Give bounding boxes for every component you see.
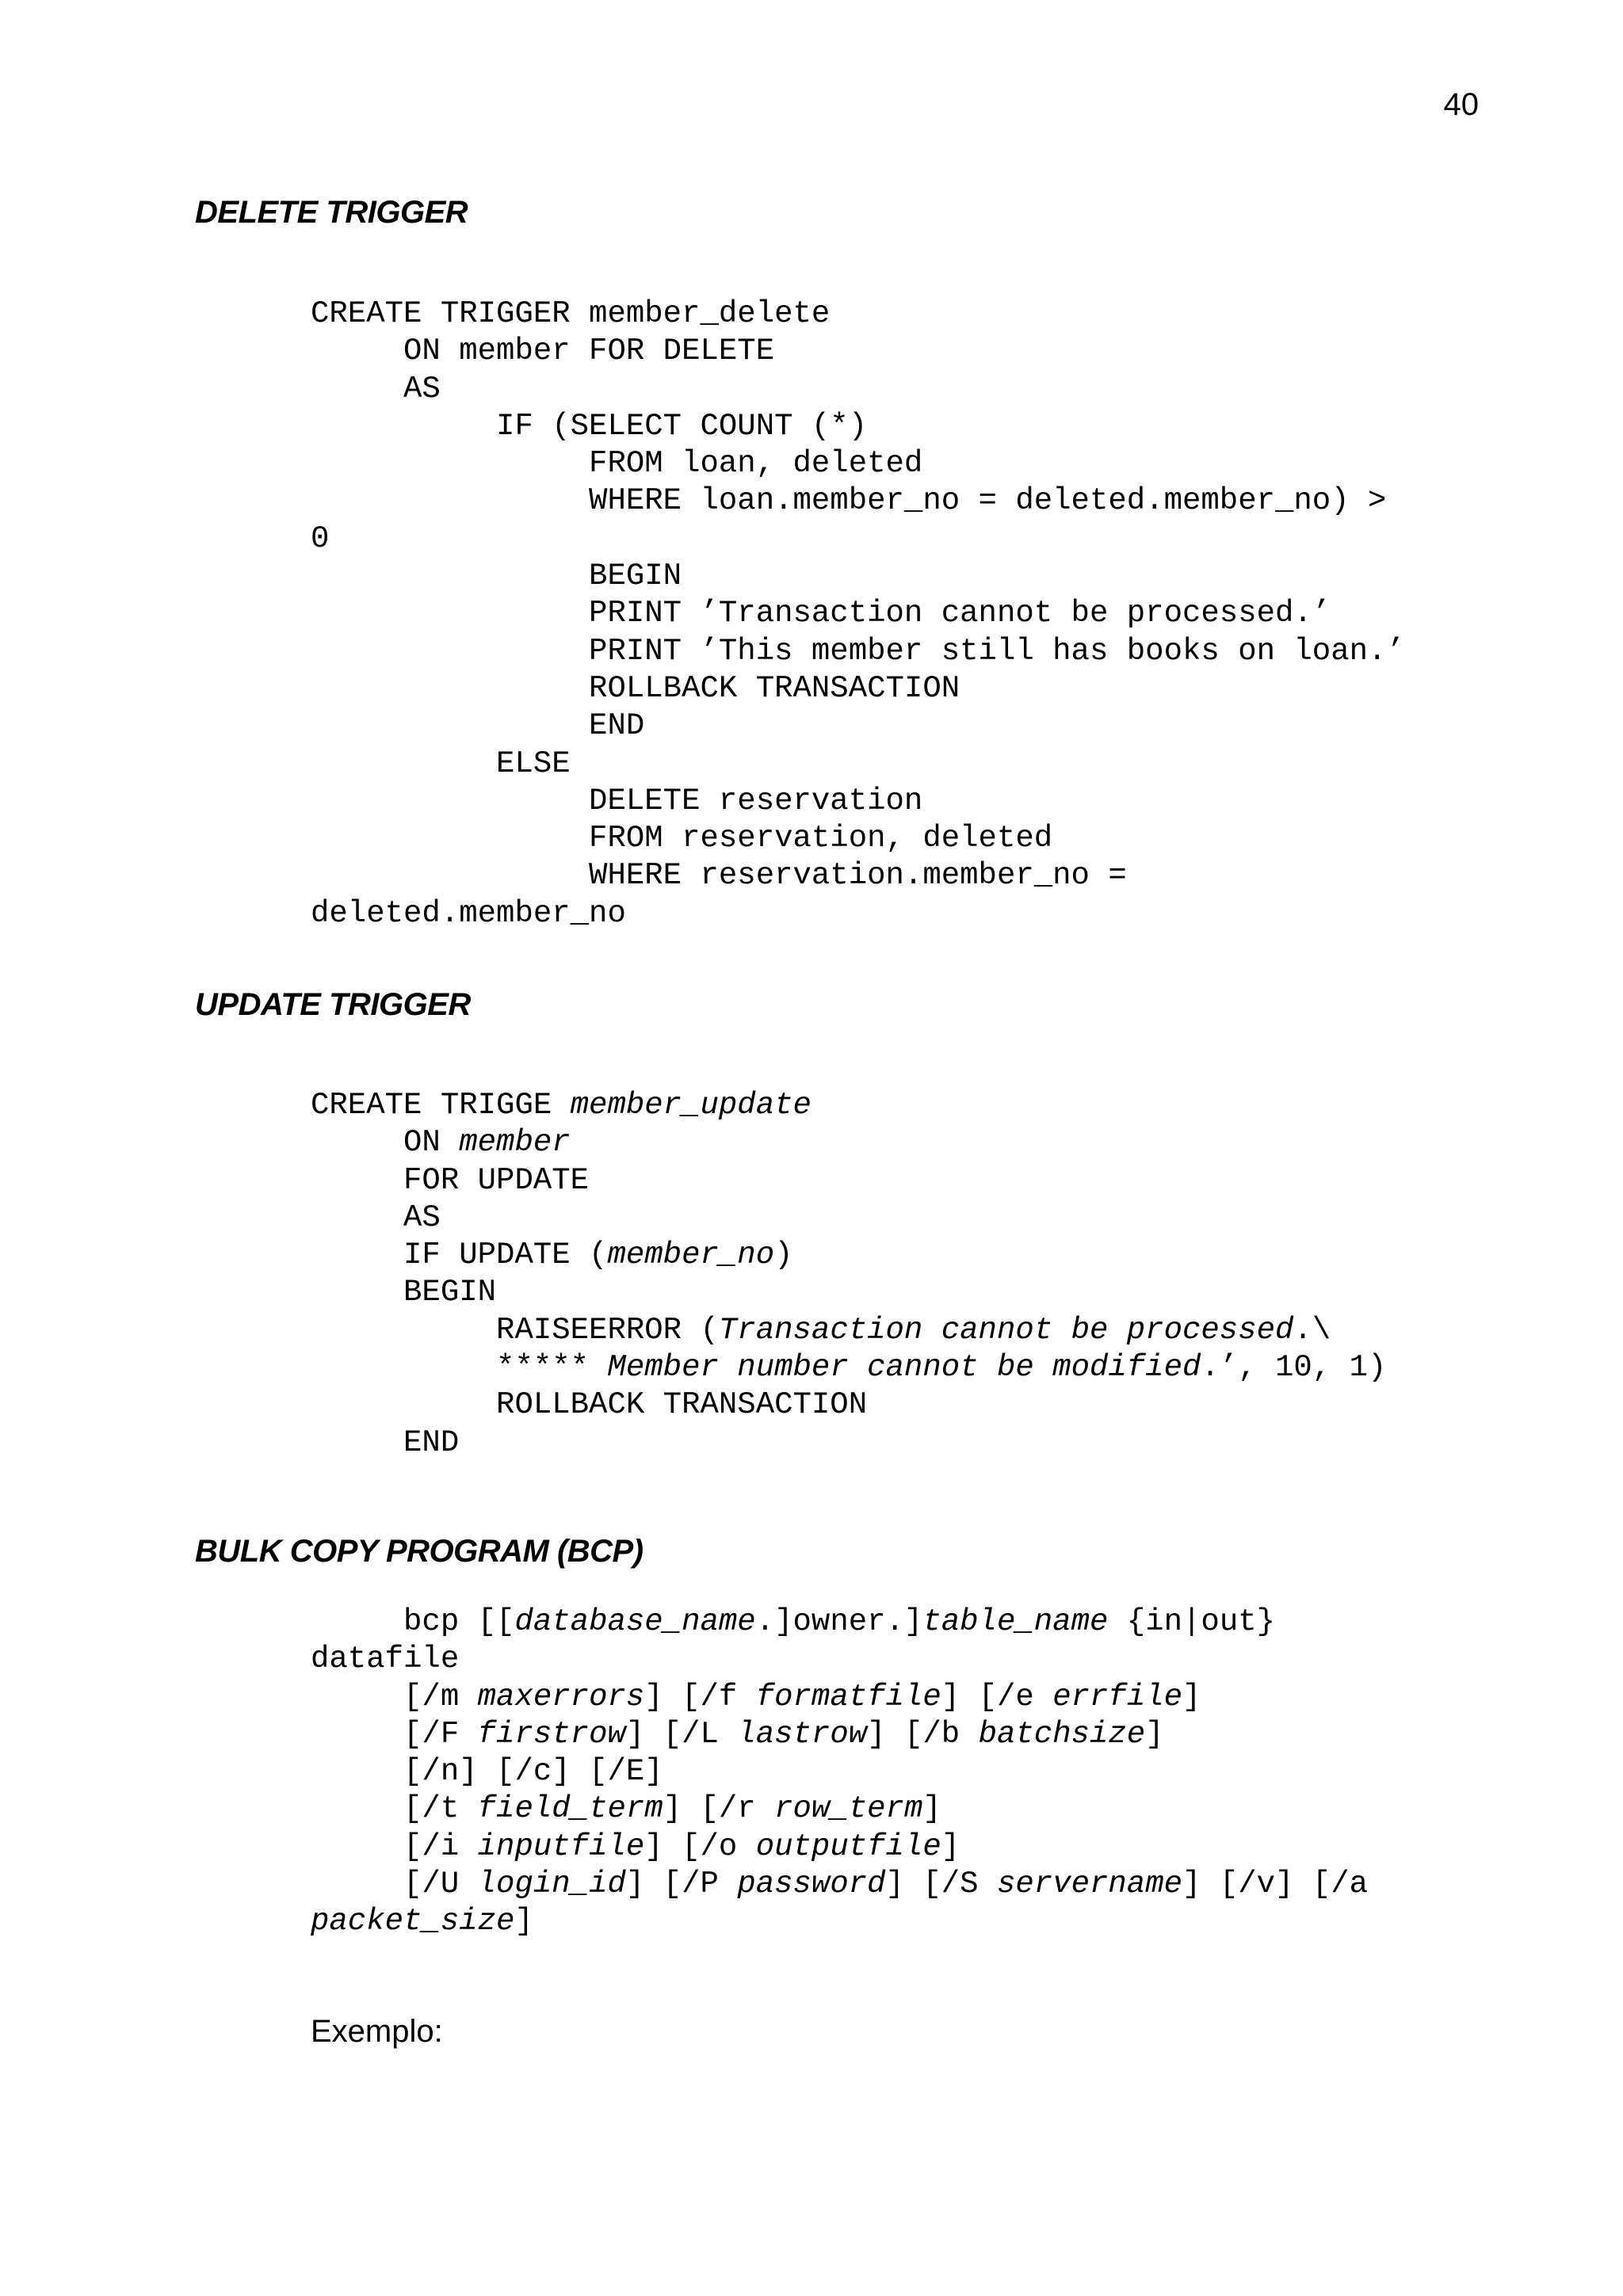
code-placeholder: firstrow: [477, 1716, 626, 1752]
code-text: ] [/v] [/a: [1182, 1867, 1369, 1902]
code-placeholder: database_name: [514, 1604, 756, 1639]
code-text: ] [/S: [885, 1867, 997, 1902]
code-text: AS: [311, 371, 441, 406]
code-line: [311, 1753, 1368, 1791]
code-placeholder: field_term: [477, 1791, 663, 1827]
code-text: DELETE reservation: [311, 783, 923, 818]
code-line: [311, 482, 1405, 520]
code-placeholder: errfile: [1052, 1679, 1183, 1714]
code-placeholder: row_term: [774, 1791, 923, 1827]
code-text: WHERE loan.member_no = deleted.member_no) >: [311, 483, 1387, 519]
code-line: [311, 783, 1405, 820]
code-line: [311, 333, 1405, 370]
code-text: ELSE: [311, 746, 571, 781]
code-line: [311, 1425, 1386, 1462]
code-line: [311, 1829, 1368, 1866]
code-line: [311, 746, 1405, 783]
code-line: [311, 1237, 1386, 1274]
code-text: *****: [311, 1350, 608, 1386]
code-text: ] [/r: [663, 1791, 775, 1827]
code-text: ]: [514, 1904, 533, 1939]
code-text: PRINT ’This member still has books on loan.’: [311, 633, 1405, 669]
code-placeholder: Transaction cannot be processed: [718, 1312, 1294, 1348]
code-line: [311, 595, 1405, 632]
code-placeholder: member_update: [570, 1088, 812, 1123]
bcp-syntax-code: [311, 1604, 1368, 1941]
code-line: [311, 1791, 1368, 1828]
code-text: ] [/e: [941, 1679, 1053, 1714]
code-line: [311, 445, 1405, 482]
code-line: [311, 1679, 1368, 1716]
code-text: 0: [311, 521, 330, 556]
code-text: IF (SELECT COUNT (*): [311, 408, 868, 444]
code-placeholder: batchsize: [978, 1716, 1146, 1752]
code-text: [/m: [311, 1679, 478, 1714]
code-placeholder: login_id: [477, 1867, 626, 1902]
code-text: ]: [1182, 1679, 1201, 1714]
code-line: [311, 1604, 1368, 1641]
code-text: FROM loan, deleted: [311, 446, 923, 482]
code-text: datafile: [311, 1642, 460, 1677]
code-text: ] [/L: [625, 1716, 738, 1752]
code-placeholder: lastrow: [737, 1716, 868, 1752]
code-placeholder: packet_size: [311, 1904, 515, 1939]
code-line: [311, 1087, 1386, 1124]
code-placeholder: Member number cannot be modified: [607, 1350, 1201, 1386]
code-line: [311, 1349, 1386, 1386]
code-text: ]: [941, 1829, 960, 1864]
code-text: BEGIN: [311, 559, 682, 594]
code-text: .]owner.]: [755, 1604, 923, 1639]
code-placeholder: maxerrors: [477, 1679, 645, 1714]
code-text: ] [/b: [867, 1716, 979, 1752]
code-text: ROLLBACK TRANSACTION: [311, 1387, 868, 1423]
code-text: {in|out}: [1108, 1604, 1276, 1639]
code-line: [311, 1124, 1386, 1161]
code-line: [311, 1903, 1368, 1940]
code-line: [311, 1274, 1386, 1311]
code-text: [/U: [311, 1867, 478, 1902]
code-line: [311, 296, 1405, 333]
code-line: [311, 857, 1405, 894]
code-line: [311, 707, 1405, 745]
code-text: IF UPDATE (: [311, 1238, 608, 1273]
code-text: AS: [311, 1199, 441, 1235]
code-text: BEGIN: [311, 1275, 497, 1310]
example-label: Exemplo:: [311, 2014, 443, 2049]
code-line: [311, 408, 1405, 445]
code-text: ] [/f: [644, 1679, 756, 1714]
code-text: ] [/o: [644, 1829, 756, 1864]
code-text: .’, 10, 1): [1201, 1350, 1387, 1386]
code-line: [311, 895, 1405, 933]
update-trigger-heading: UPDATE TRIGGER: [195, 987, 471, 1022]
code-text: bcp [[: [311, 1604, 515, 1639]
code-line: [311, 1866, 1368, 1903]
code-placeholder: inputfile: [477, 1829, 645, 1864]
code-text: ]: [922, 1791, 941, 1827]
code-text: RAISEERROR (: [311, 1312, 719, 1348]
code-text: FOR UPDATE: [311, 1162, 590, 1198]
code-text: CREATE TRIGGE: [311, 1088, 571, 1123]
code-placeholder: table_name: [922, 1604, 1109, 1639]
code-line: [311, 670, 1405, 707]
code-text: ): [774, 1238, 793, 1273]
code-placeholder: password: [737, 1867, 886, 1902]
update-trigger-code: [311, 1087, 1386, 1462]
code-line: [311, 633, 1405, 670]
code-text: .\: [1293, 1312, 1331, 1348]
code-line: [311, 1641, 1368, 1678]
code-line: [311, 1162, 1386, 1199]
code-placeholder: outputfile: [755, 1829, 941, 1864]
code-placeholder: servername: [996, 1867, 1183, 1902]
code-text: PRINT ’Transaction cannot be processed.’: [311, 596, 1331, 631]
code-text: ] [/P: [625, 1867, 738, 1902]
code-text: ]: [1145, 1716, 1164, 1752]
code-line: [311, 1199, 1386, 1237]
code-line: [311, 1386, 1386, 1424]
code-placeholder: member_no: [607, 1238, 775, 1273]
code-text: [/t: [311, 1791, 478, 1827]
code-text: [/i: [311, 1829, 478, 1864]
delete-trigger-code: [311, 296, 1405, 933]
code-line: [311, 558, 1405, 595]
code-line: [311, 820, 1405, 857]
code-placeholder: formatfile: [755, 1679, 941, 1714]
code-placeholder: member: [459, 1125, 571, 1161]
code-text: WHERE reservation.member_no =: [311, 858, 1127, 894]
code-text: FROM reservation, deleted: [311, 821, 1053, 856]
code-text: [/F: [311, 1716, 478, 1752]
code-text: deleted.member_no: [311, 895, 626, 931]
code-text: ON member FOR DELETE: [311, 334, 775, 369]
code-text: ROLLBACK TRANSACTION: [311, 670, 960, 706]
bcp-heading: BULK COPY PROGRAM (BCP): [195, 1534, 643, 1569]
code-line: [311, 1312, 1386, 1349]
code-line: [311, 1716, 1368, 1753]
code-text: END: [311, 708, 645, 744]
delete-trigger-heading: DELETE TRIGGER: [195, 195, 468, 230]
code-text: [/n] [/c] [/E]: [311, 1754, 663, 1790]
code-text: CREATE TRIGGER member_delete: [311, 296, 831, 331]
code-line: [311, 521, 1405, 558]
page-number: 40: [1443, 87, 1479, 122]
code-text: ON: [311, 1125, 460, 1161]
code-text: END: [311, 1425, 460, 1460]
code-line: [311, 371, 1405, 408]
